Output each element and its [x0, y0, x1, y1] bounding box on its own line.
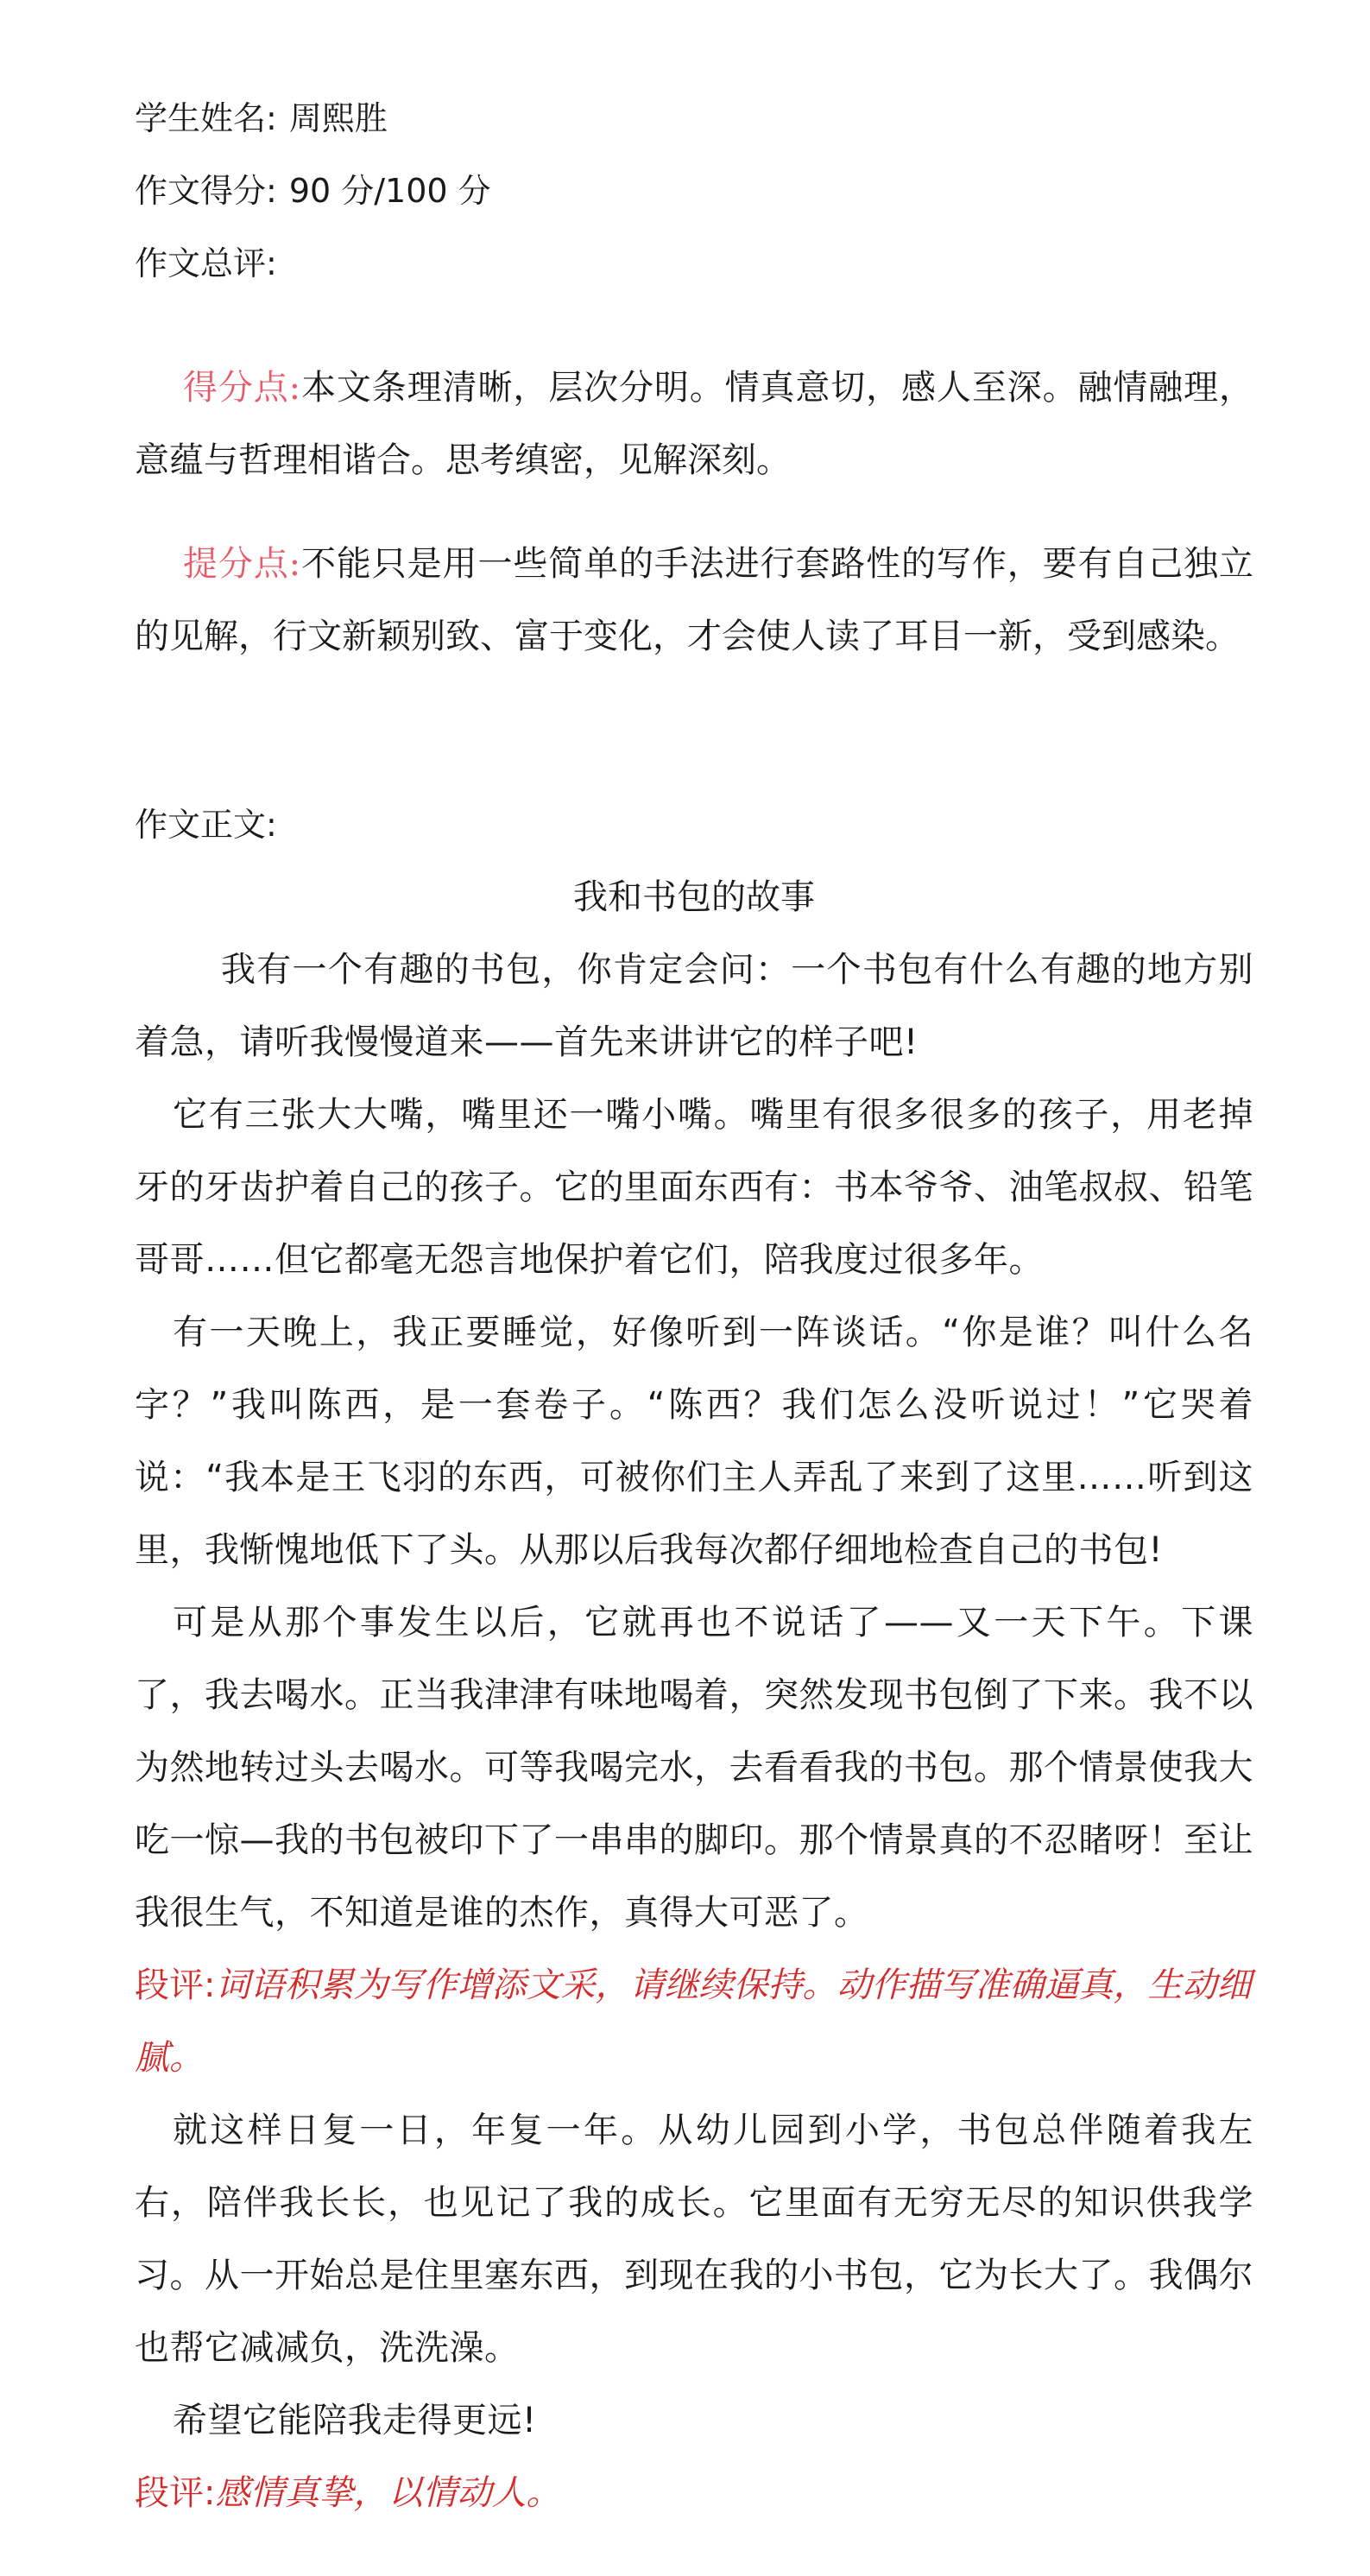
- overall-comment-row: [135, 227, 1253, 300]
- strengths-tag: 得分点:: [183, 368, 301, 408]
- essay-title: 我和书包的故事: [573, 877, 815, 917]
- overall-comment-label: 作文总评:: [135, 244, 277, 282]
- student-name-label: 学生姓名:: [135, 99, 277, 137]
- essay-paragraph: 我有一个有趣的书包，你肯定会问：一个书包有什么有趣的地方别着急，请听我慢慢道来——首先来讲讲它的样子吧!: [135, 950, 1253, 1062]
- paragraph-comment: [135, 1949, 1253, 2094]
- essay-paragraph: 可是从那个事发生以后，它就再也不说话了——又一天下午。下课了，我去喝水。正当我津津有味地喝着，突然发现书包倒了下来。我不以为然地转过头去喝水。可等我喝完水，去看看我的书包。那个情景使我大吃一惊—我的书包被印下了一串串的脚印。那个情景真的不忍睹呀！至让我很生气，不知道是谁的杰作，真得大可恶了。: [135, 1603, 1253, 1933]
- student-name: 周熙胜: [288, 99, 388, 137]
- strengths-text: 本文条理清晰，层次分明。情真意切，感人至深。融情融理，意蕴与哲理相谐合。思考缜密，见解深刻。: [135, 368, 1254, 480]
- student-name-row: [135, 82, 1253, 155]
- essay-paragraph: 希望它能陪我走得更远!: [173, 2401, 537, 2440]
- paragraph-comment-label: 段评:: [135, 1965, 216, 2005]
- score-value: 90 分/100 分: [288, 172, 491, 210]
- essay-paragraph: 有一天晚上，我正要睡觉，好像听到一阵谈话。“你是谁？叫什么名字？”我叫陈西，是一套卷子。“陈西？我们怎么没听说过！”它哭着说：“我本是王飞羽的东西，可被你们主人弄乱了来到了这里……听到这里，我惭愧地低下了头。从那以后我每次都仔细地检查自己的书包!: [135, 1313, 1253, 1570]
- paragraph-comment-text: 感情真挚，以情动人。: [215, 2473, 561, 2513]
- essay-paragraph: 它有三张大大嘴，嘴里还一嘴小嘴。嘴里有很多很多的孩子，用老掉牙的牙齿护着自己的孩子。它的里面东西有：书本爷爷、油笔叔叔、铅笔哥哥……但它都毫无怨言地保护着它们，陪我度过很多年。: [135, 1095, 1253, 1280]
- essay-page: [135, 82, 1253, 2529]
- paragraph-comment-text: 词语积累为写作增添文采，请继续保持。动作描写准确逼真，生动细腻。: [135, 1965, 1252, 2078]
- essay-paragraph: 就这样日复一日，年复一年。从幼儿园到小学，书包总伴随着我左右，陪伴我长长，也见记了我的成长。它里面有无穷无尽的知识供我学习。从一开始总是住里塞东西，到现在我的小书包，它为长大了。我偶尔也帮它减减负，洗洗澡。: [135, 2111, 1253, 2368]
- improvement-block: [135, 528, 1253, 673]
- strengths-block: [135, 351, 1253, 497]
- score-row: [135, 155, 1253, 227]
- paragraph-comment-label: 段评:: [135, 2473, 216, 2513]
- paragraph-comment: [135, 2457, 1253, 2529]
- improvement-tag: 提分点:: [183, 544, 301, 584]
- essay-label: 作文正文:: [135, 806, 277, 844]
- improvement-text: 不能只是用一些简单的手法进行套路性的写作，要有自己独立的见解，行文新颖别致、富于变化，才会使人读了耳目一新，受到感染。: [135, 544, 1254, 656]
- score-label: 作文得分:: [135, 172, 277, 210]
